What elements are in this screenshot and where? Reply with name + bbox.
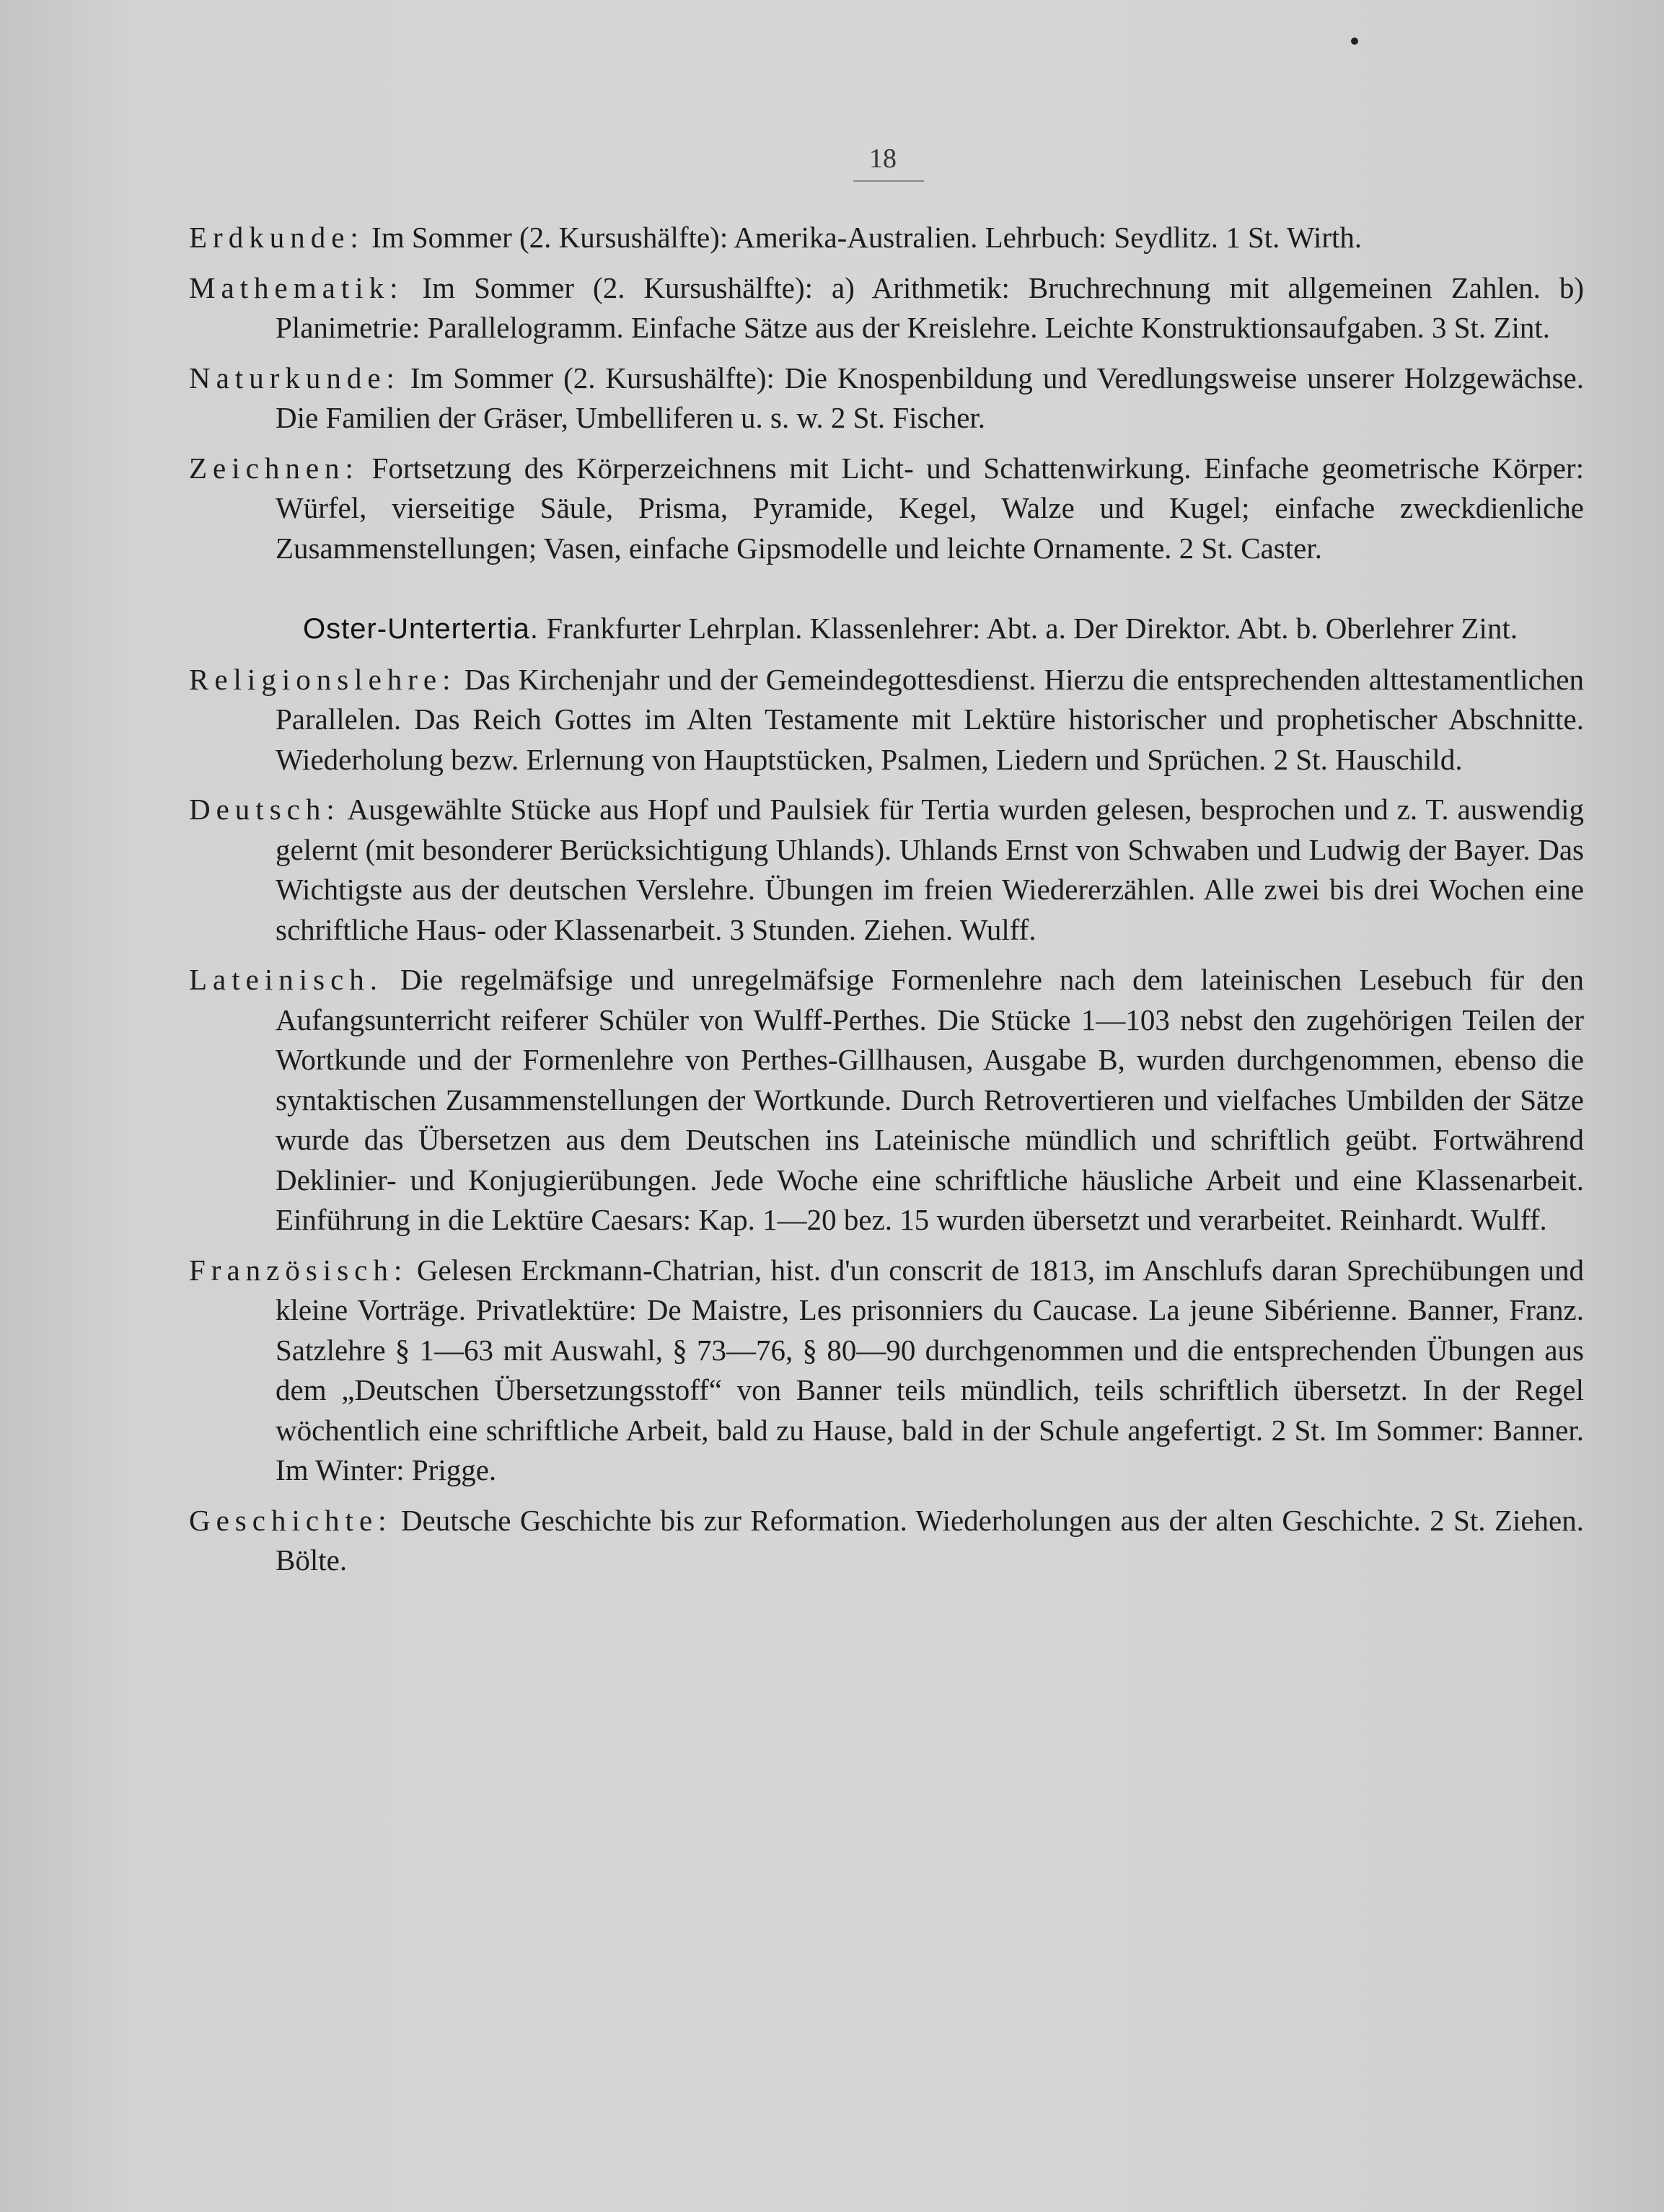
entry-franzoesisch (189, 1251, 1584, 1491)
entry-lateinisch (189, 960, 1584, 1241)
entry-heading: Religionslehre: (189, 662, 457, 696)
entry-heading: Mathematik: (189, 270, 404, 304)
entry-body: Im Sommer (2. Kursushälfte): a) Arithmetik: Bruchrechnung mit allgemeinen Zahlen. b) Planimetrie: Parallelogramm. Einfache Sätze aus der Kreislehre. Leichte Konstruktionsaufgaben. 3 St. Zint. (276, 270, 1584, 344)
entry-erdkunde (189, 218, 1584, 258)
entry-body: Das Kirchenjahr und der Gemeindegottesdienst. Hierzu die entsprechenden alttestamentlichen Parallelen. Das Reich Gottes im Alten Testamente mit Lektüre historischer und prophetischer Abschnitte. Wiederholung bezw. Erlernung von Hauptstücken, Psalmen, Liedern und Sprüchen. 2 St. Hauschild. (276, 662, 1584, 776)
entry-body: Die regelmäfsige und unregelmäfsige Formenlehre nach dem lateinischen Lesebuch für den Aufangsunterricht reiferer Schüler von Wulff-Perthes. Die Stücke 1—103 nebst den zugehörigen Teilen der Wortkunde und der Formenlehre von Perthes-Gillhausen, Ausgabe B, wurden durchgenommen, ebenso die syntaktischen Zusammenstellungen der Wortkunde. Durch Retrovertieren und vielfaches Umbilden der Sätze wurde das Übersetzen aus dem Deutschen ins Lateinische mündlich und schriftlich geübt. Fortwährend Deklinier- und Konjugierübungen. Jede Woche eine schriftliche häusliche Arbeit und eine Klassenarbeit. Einführung in die Lektüre Caesars: Kap. 1—20 bez. 15 wurden übersetzt und verarbeitet. Reinhardt. Wulff. (276, 963, 1584, 1236)
entry-naturkunde (189, 358, 1584, 439)
entry-body: Ausgewählte Stücke aus Hopf und Paulsiek für Tertia wurden gelesen, besprochen und z. T. auswendig gelernt (mit besonderer Berücksichtigung Uhlands). Uhlands Ernst von Schwaben und Ludwig der Bayer. Das Wichtigste aus der deutschen Verslehre. Übungen im freien Wiedererzählen. Alle zwei bis drei Wochen eine schriftliche Haus- oder Klassenarbeit. 3 Stunden. Ziehen. Wulff. (276, 793, 1584, 946)
entry-heading: Geschichte: (189, 1503, 392, 1537)
entry-heading: Erdkunde: (189, 221, 364, 254)
entry-heading: Lateinisch. (189, 963, 384, 996)
entry-heading: Französisch: (189, 1253, 408, 1287)
entry-heading: Naturkunde: (189, 361, 400, 395)
entry-heading: Deutsch: (189, 793, 340, 826)
entry-body: Gelesen Erckmann-Chatrian, hist. d'un conscrit de 1813, im Anschlufs daran Sprechübungen und kleine Vorträge. Privatlektüre: De Maistre, Les prisonniers du Caucase. La jeune Sibérienne. Banner, Franz. Satzlehre § 1—63 mit Auswahl, § 73—76, § 80—90 durchgenommen und die entsprechenden Übungen aus dem „Deutschen Übersetzungsstoff“ von Banner teils mündlich, teils schriftlich übersetzt. In der Regel wöchentlich eine schriftliche Arbeit, bald zu Hause, bald in der Schule angefertigt. 2 St. Im Sommer: Banner. Im Winter: Prigge. (276, 1253, 1585, 1486)
entry-heading: Zeichnen: (189, 451, 359, 485)
page-number-rule (853, 180, 924, 182)
text-block (189, 218, 1584, 1591)
entry-deutsch (189, 790, 1584, 950)
entry-body: Deutsche Geschichte bis zur Reformation. Wiederholungen aus der alten Geschichte. 2 St. Ziehen. Bölte. (276, 1503, 1585, 1577)
ink-speck (1351, 38, 1358, 45)
section-heading-oster-untertertia (189, 609, 1584, 650)
entry-body: Im Sommer (2. Kursushälfte): Amerika-Australien. Lehrbuch: Seydlitz. 1 St. Wirth. (371, 221, 1363, 254)
section-title: Oster-Untertertia. (303, 613, 539, 645)
section-body: Frankfurter Lehrplan. Klassenlehrer: Abt. a. Der Direktor. Abt. b. Oberlehrer Zint. (546, 612, 1518, 645)
entry-body: Im Sommer (2. Kursushälfte): Die Knospenbildung und Veredlungsweise unserer Holzgewächse. Die Familien der Gräser, Umbelliferen u. s. w. 2 St. Fischer. (276, 361, 1584, 434)
entry-religionslehre (189, 660, 1584, 780)
entry-zeichnen (189, 449, 1584, 569)
page-number: 18 (869, 144, 897, 174)
entry-body: Fortsetzung des Körperzeichnens mit Licht- und Schattenwirkung. Einfache geometrische Körper: Würfel, vierseitige Säule, Prisma, Pyramide, Kegel, Walze und Kugel; einfache zweckdienliche Zusammenstellungen; Vasen, einfache Gipsmodelle und leichte Ornamente. 2 St. Caster. (276, 451, 1585, 565)
entry-geschichte (189, 1501, 1584, 1581)
entry-mathematik (189, 268, 1584, 348)
